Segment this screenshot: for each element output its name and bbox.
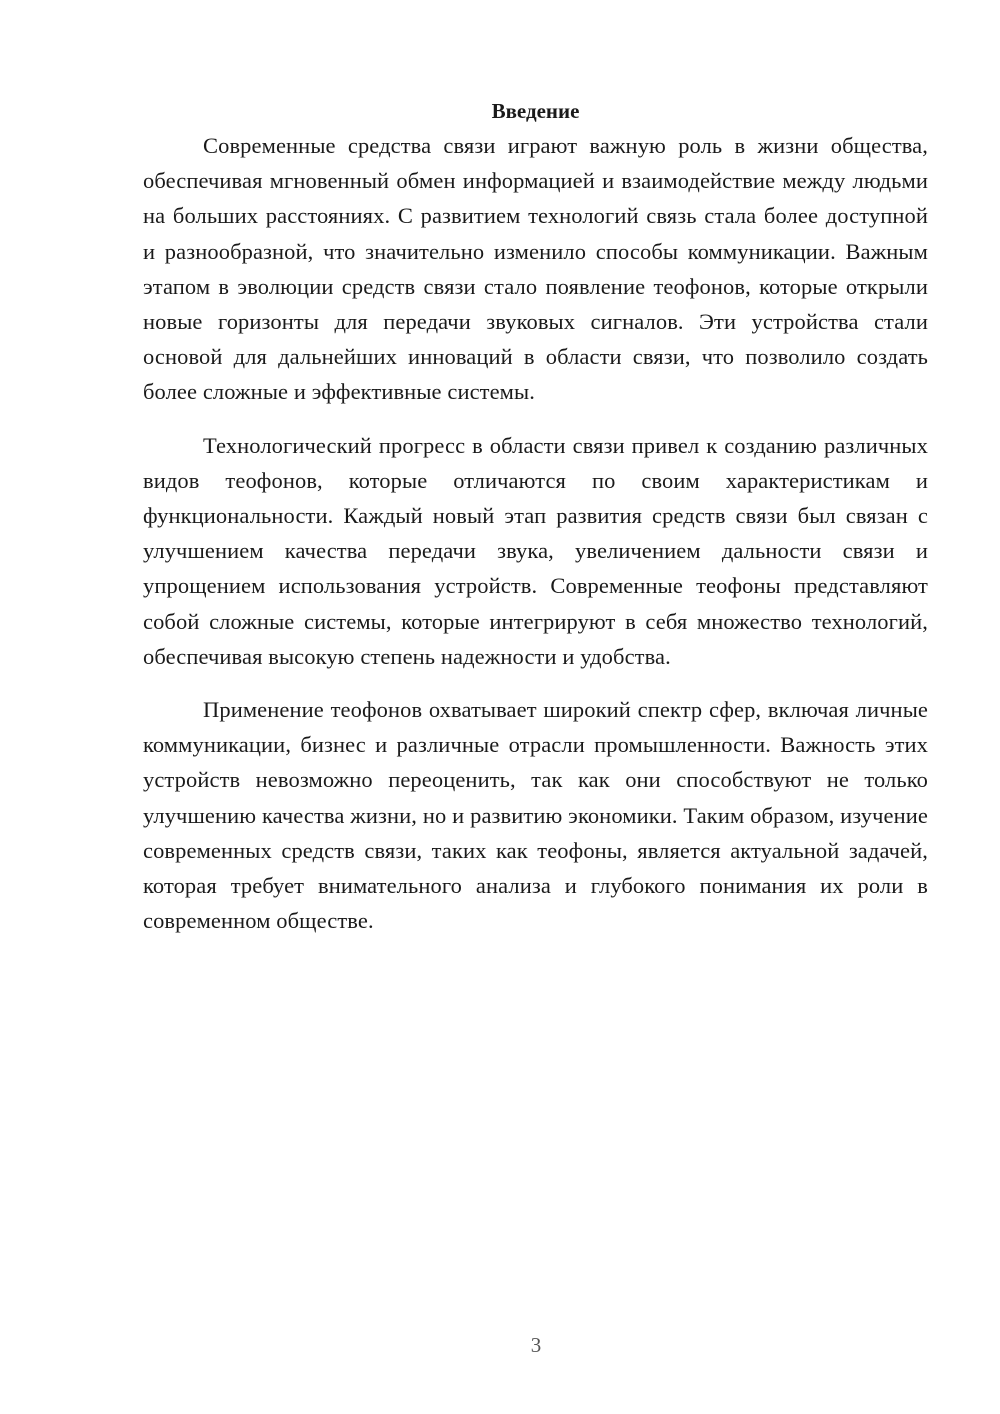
- page-number: 3: [530, 1333, 542, 1357]
- paragraph-1: Современные средства связи играют важную роль в жизни общества, обеспечивая мгновенный обмен информацией и взаимодействие между людьми на больших расстояниях. С развитием технологий связь стала более доступной и разнообразной, что значительно изменило способы коммуникации. Важным этапом в эволюции средств связи стало появление теофонов, которые открыли новые горизонты для передачи звуковых сигналов. Эти устройства стали основой для дальнейших инноваций в области связи, что позволило создать более сложные и эффективные системы.: [143, 133, 928, 405]
- paragraph-2: Технологический прогресс в области связи привел к созданию различных видов теофонов, которые отличаются по своим характеристикам и функциональности. Каждый новый этап развития средств связи был связан с улучшением качества передачи звука, увеличением дальности связи и упрощением использования устройств. Современные теофоны представляют собой сложные системы, которые интегрируют в себя множество технологий, обеспечивая высокую степень надежности и удобства.: [143, 432, 928, 669]
- paragraph-3: Применение теофонов охватывает широкий спектр сфер, включая личные коммуникации, бизнес и различные отрасли промышленности. Важность этих устройств невозможно переоценить, так как они способствуют не только улучшению качества жизни, но и развитию экономики. Таким образом, изучение современных средств связи, таких как теофоны, является актуальной задачей, которая требует внимательного анализа и глубокого понимания их роли в современном обществе.: [143, 697, 928, 934]
- page-content: [143, 94, 928, 956]
- section-heading: Введение: [491, 99, 580, 123]
